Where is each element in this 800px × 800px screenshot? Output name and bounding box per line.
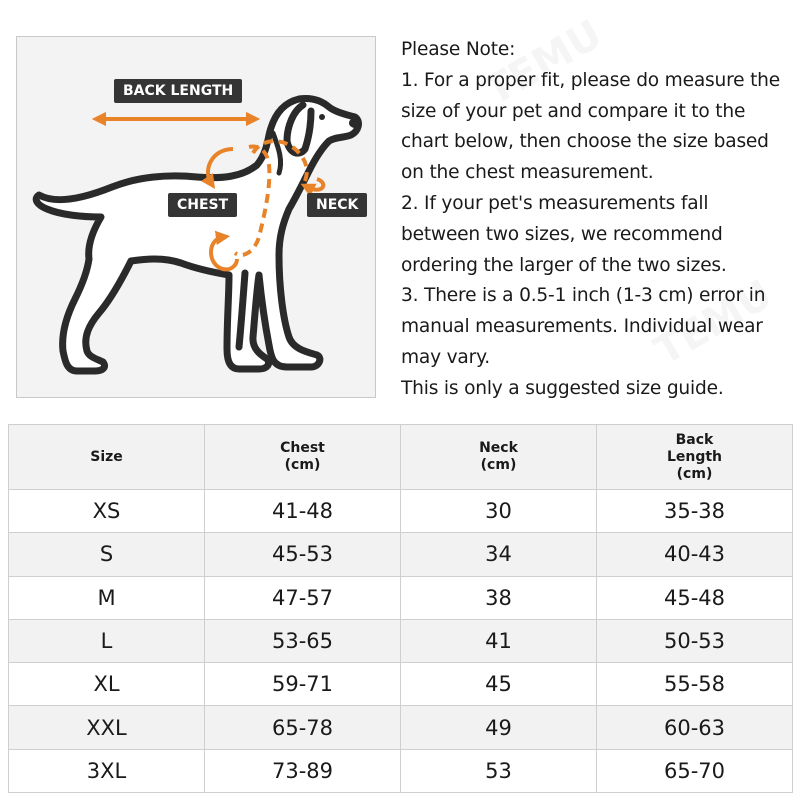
table-row: [9, 619, 793, 662]
note-item: This is only a suggested size guide.: [401, 377, 724, 399]
cell-neck: 53: [401, 749, 597, 792]
cell-size: XXL: [9, 706, 205, 749]
table-row: [9, 533, 793, 576]
cell-chest: 73-89: [205, 749, 401, 792]
cell-neck: 34: [401, 533, 597, 576]
cell-back-length: 45-48: [597, 576, 793, 619]
chest-label: CHEST: [168, 193, 237, 217]
dog-eye: [319, 114, 325, 120]
dog-measurement-figure: [16, 36, 376, 398]
cell-size: XS: [9, 490, 205, 533]
size-guide-notes: [401, 35, 793, 405]
dog-nose: [349, 118, 361, 128]
cell-chest: 53-65: [205, 619, 401, 662]
cell-size: M: [9, 576, 205, 619]
table-header-row: [9, 425, 793, 490]
note-item: 1. For a proper fit, please do measure the size of your pet and compare it to the chart below, then choose the size based on the chest measurement.: [401, 69, 780, 184]
header-size-line: Size: [90, 448, 123, 465]
header-back-length: [597, 425, 793, 490]
dog-outline: [36, 98, 358, 371]
cell-neck: 41: [401, 619, 597, 662]
header-neck: [401, 425, 597, 490]
header-neck-line: Neck: [479, 440, 518, 456]
cell-back-length: 60-63: [597, 706, 793, 749]
cell-size: 3XL: [9, 749, 205, 792]
cell-chest: 59-71: [205, 663, 401, 706]
size-chart-table: [8, 424, 793, 793]
cell-size: XL: [9, 663, 205, 706]
cell-chest: 65-78: [205, 706, 401, 749]
table-row: [9, 576, 793, 619]
cell-neck: 45: [401, 663, 597, 706]
cell-chest: 45-53: [205, 533, 401, 576]
cell-chest: 47-57: [205, 576, 401, 619]
cell-neck: 38: [401, 576, 597, 619]
table-row: [9, 706, 793, 749]
cell-back-length: 65-70: [597, 749, 793, 792]
table-row: [9, 663, 793, 706]
header-neck-unit: (cm): [480, 457, 517, 473]
table-row: [9, 490, 793, 533]
header-back-line1: Back: [675, 431, 714, 448]
note-item: 3. There is a 0.5-1 inch (1-3 cm) error in manual measurements. Individual wear may vary.: [401, 285, 766, 368]
back-length-label: BACK LENGTH: [114, 79, 242, 103]
cell-back-length: 55-58: [597, 663, 793, 706]
cell-size: S: [9, 533, 205, 576]
note-item: 2. If your pet's measurements fall between two sizes, we recommend ordering the larger of the two sizes.: [401, 192, 727, 276]
cell-back-length: 35-38: [597, 490, 793, 533]
cell-size: L: [9, 619, 205, 662]
header-size: [9, 425, 205, 490]
cell-neck: 49: [401, 706, 597, 749]
header-back-line2: Length: [666, 448, 723, 465]
header-chest: [205, 425, 401, 490]
cell-back-length: 40-43: [597, 533, 793, 576]
cell-back-length: 50-53: [597, 619, 793, 662]
header-chest-line: Chest: [280, 440, 325, 456]
cell-chest: 41-48: [205, 490, 401, 533]
cell-neck: 30: [401, 490, 597, 533]
neck-label: NECK: [307, 193, 367, 217]
table-row: [9, 749, 793, 792]
notes-heading: Please Note:: [401, 39, 516, 60]
header-back-unit: (cm): [676, 465, 713, 482]
header-chest-unit: (cm): [284, 457, 321, 473]
